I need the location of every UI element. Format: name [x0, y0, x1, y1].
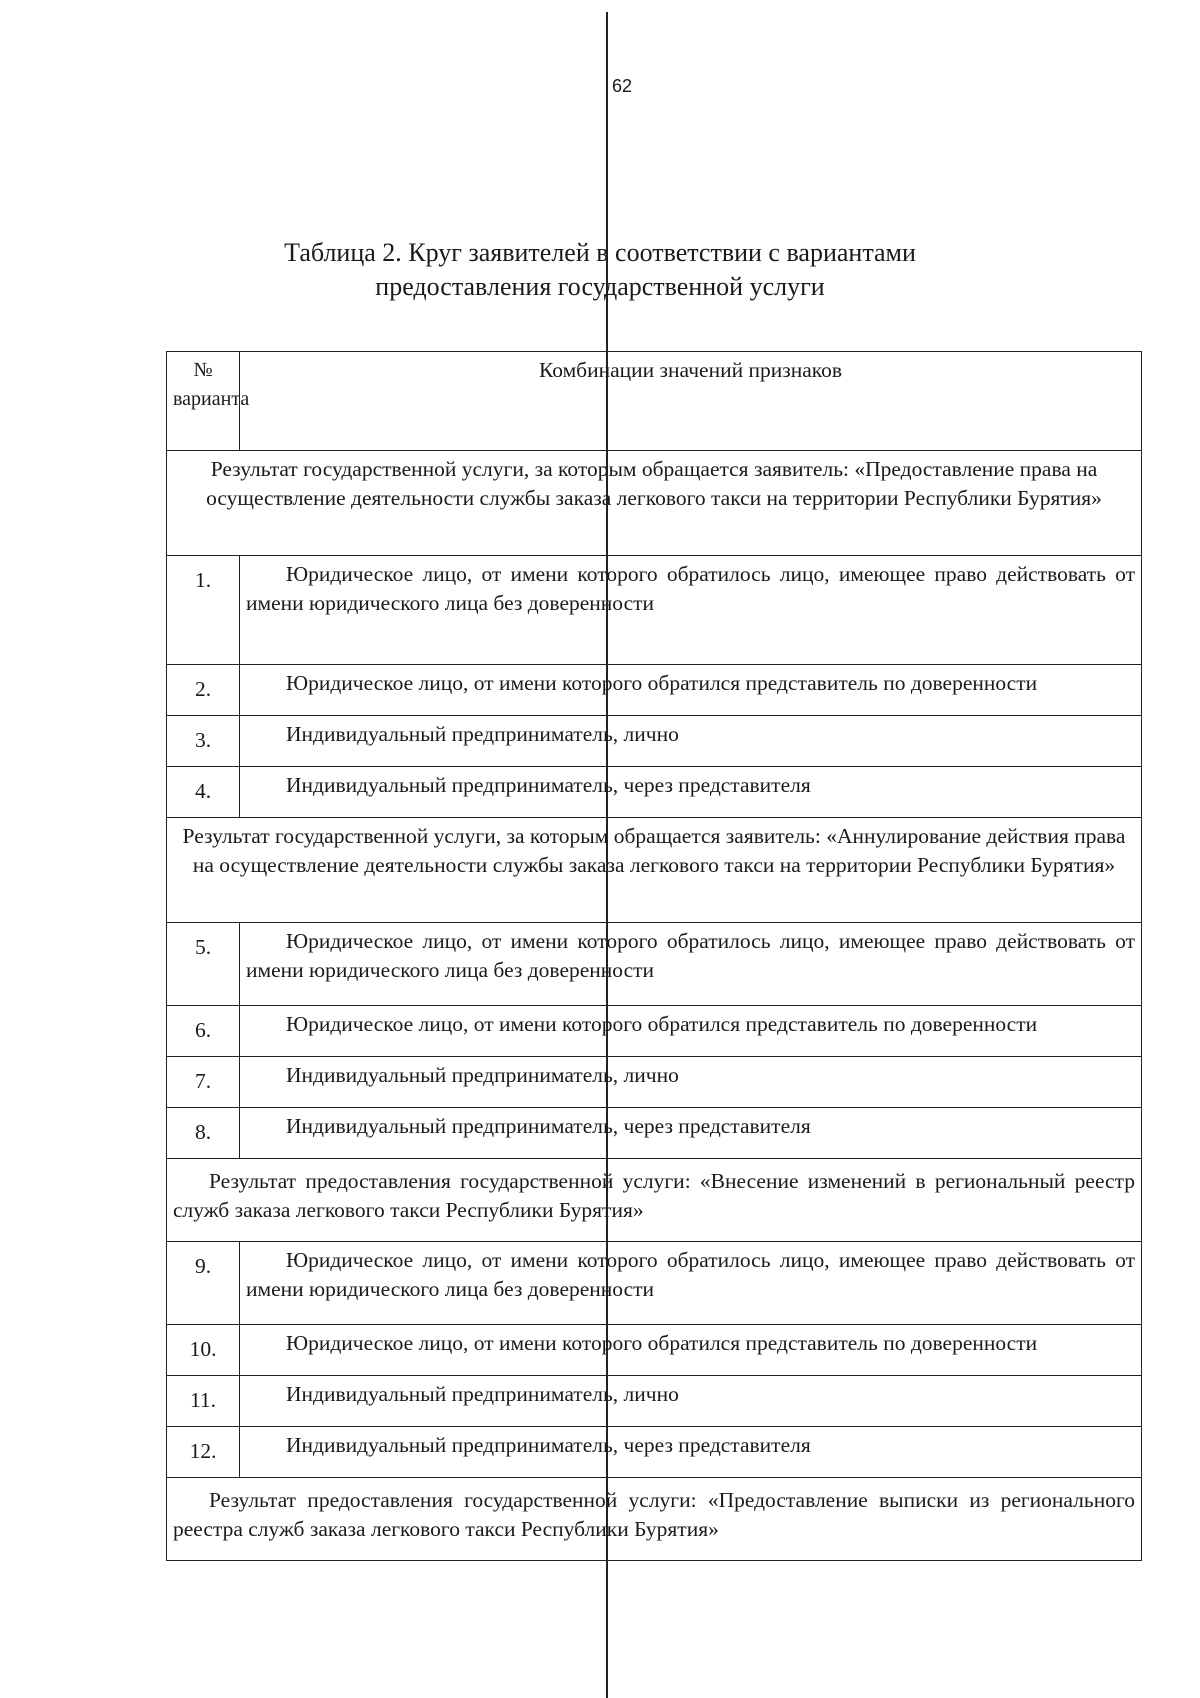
table-row	[167, 1006, 1142, 1057]
variant-description: Юридическое лицо, от имени которого обратилось лицо, имеющее право действовать от имени юридического лица без доверенности	[240, 1242, 1142, 1325]
table-title	[160, 236, 1040, 304]
variant-number: 10.	[167, 1325, 240, 1376]
table-row	[167, 665, 1142, 716]
header-combinations: Комбинации значений признаков	[240, 352, 1142, 451]
table-row	[167, 767, 1142, 818]
section-title: Результат государственной услуги, за которым обращается заявитель: «Аннулирование действия права на осуществление деятельности службы заказа легкового такси на территории Республики Бурятия»	[167, 818, 1142, 923]
table-row	[167, 1108, 1142, 1159]
variant-number: 6.	[167, 1006, 240, 1057]
variant-number: 3.	[167, 716, 240, 767]
header-variant-number: № варианта	[167, 352, 240, 451]
variant-description: Индивидуальный предприниматель, через представителя	[240, 1427, 1142, 1478]
table-row	[167, 1057, 1142, 1108]
table-title-line-1: Таблица 2. Круг заявителей в соответствии с вариантами	[284, 238, 916, 267]
section-title: Результат предоставления государственной услуги: «Предоставление выписки из регионального реестра служб заказа легкового такси Республики Бурятия»	[167, 1478, 1142, 1561]
variant-number: 1.	[167, 556, 240, 665]
variant-description: Юридическое лицо, от имени которого обратилось лицо, имеющее право действовать от имени юридического лица без доверенности	[240, 556, 1142, 665]
page-number: 62	[612, 76, 633, 96]
section-row	[167, 451, 1142, 556]
variant-number: 5.	[167, 923, 240, 1006]
variant-description: Индивидуальный предприниматель, через представителя	[240, 767, 1142, 818]
applicants-table	[166, 351, 1142, 1561]
section-row	[167, 1159, 1142, 1242]
variant-number: 11.	[167, 1376, 240, 1427]
table-header-row	[167, 352, 1142, 451]
table-row	[167, 1376, 1142, 1427]
section-row	[167, 818, 1142, 923]
variant-description: Индивидуальный предприниматель, лично	[240, 1376, 1142, 1427]
section-row	[167, 1478, 1142, 1561]
table-row	[167, 556, 1142, 665]
section-title: Результат предоставления государственной услуги: «Внесение изменений в региональный реестр служб заказа легкового такси Республики Бурятия»	[167, 1159, 1142, 1242]
table-row	[167, 1325, 1142, 1376]
variant-description: Индивидуальный предприниматель, лично	[240, 1057, 1142, 1108]
variant-number: 8.	[167, 1108, 240, 1159]
table-row	[167, 1242, 1142, 1325]
variant-description: Юридическое лицо, от имени которого обратилось лицо, имеющее право действовать от имени юридического лица без доверенности	[240, 923, 1142, 1006]
table-row	[167, 1427, 1142, 1478]
variant-description: Юридическое лицо, от имени которого обратился представитель по доверенности	[240, 1006, 1142, 1057]
variant-number: 4.	[167, 767, 240, 818]
variant-description: Индивидуальный предприниматель, через представителя	[240, 1108, 1142, 1159]
variant-description: Индивидуальный предприниматель, лично	[240, 716, 1142, 767]
section-title: Результат государственной услуги, за которым обращается заявитель: «Предоставление права на осуществление деятельности службы заказа легкового такси на территории Республики Бурятия»	[167, 451, 1142, 556]
variant-description: Юридическое лицо, от имени которого обратился представитель по доверенности	[240, 665, 1142, 716]
table-title-line-2: предоставления государственной услуги	[375, 272, 825, 301]
variant-description: Юридическое лицо, от имени которого обратился представитель по доверенности	[240, 1325, 1142, 1376]
variant-number: 2.	[167, 665, 240, 716]
variant-number: 7.	[167, 1057, 240, 1108]
variant-number: 12.	[167, 1427, 240, 1478]
table-row	[167, 923, 1142, 1006]
table-row	[167, 716, 1142, 767]
variant-number: 9.	[167, 1242, 240, 1325]
